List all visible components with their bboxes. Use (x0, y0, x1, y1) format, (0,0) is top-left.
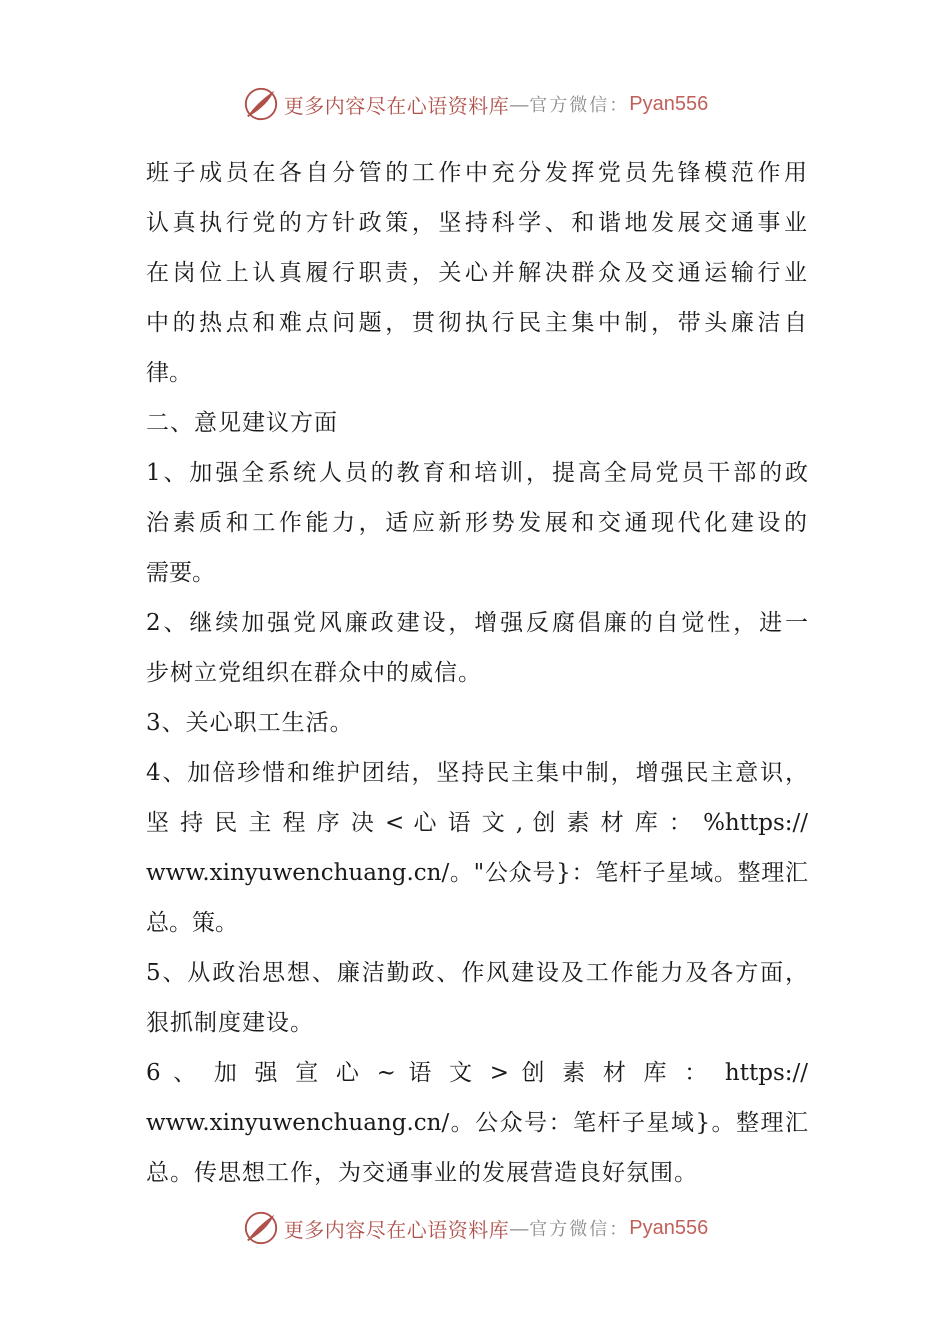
text-line: 坚 持 民 主 程 序 决 < 心 语 文 , 创 素 材 库 ： %https:// (146, 810, 808, 836)
text-line: 狠抓制度建设。 (146, 1010, 314, 1036)
text-line: 总。传思想工作，为交通事业的发展营造良好氛围。 (146, 1160, 698, 1186)
quill-logo-icon (242, 1209, 280, 1247)
text-line: 班子成员在各自分管的工作中充分发挥党员先锋模范作用 (146, 160, 808, 186)
header-wechat-label: 官方微信： (529, 95, 630, 116)
footer-separator: — (509, 1216, 530, 1240)
text-line: www.xinyuwenchuang.cn/。"公众号}：笔杆子星域。整理汇 (146, 860, 808, 886)
text-line: 需要。 (146, 560, 215, 586)
text-line: 6 、 加 强 宣 心 ~ 语 文 > 创 素 材 库 ： https:// (146, 1060, 808, 1086)
footer-banner (0, 1208, 950, 1248)
document-body (146, 148, 808, 1198)
header-brand-text: 更多内容尽在心语资料库 (283, 93, 510, 118)
text-line: www.xinyuwenchuang.cn/。公众号：笔杆子星域}。整理汇 (146, 1110, 808, 1136)
text-line: 步树立党组织在群众中的威信。 (146, 660, 482, 686)
text-line: 律。 (146, 360, 192, 386)
text-line: 5、从政治思想、廉洁勤政、作风建设及工作能力及各方面， (146, 960, 808, 986)
text-line: 在岗位上认真履行职责，关心并解决群众及交通运输行业 (146, 260, 808, 286)
text-line: 4、加倍珍惜和维护团结，坚持民主集中制，增强民主意识， (146, 760, 808, 786)
text-line: 认真执行党的方针政策，坚持科学、和谐地发展交通事业 (146, 210, 808, 236)
text-line: 2、继续加强党风廉政建设，增强反腐倡廉的自觉性，进一 (146, 610, 808, 636)
text-line: 中的热点和难点问题，贯彻执行民主集中制，带头廉洁自 (146, 310, 808, 336)
footer-brand-text: 更多内容尽在心语资料库 (283, 1217, 510, 1242)
footer-wechat-label: 官方微信： (529, 1219, 630, 1240)
header-separator: — (509, 92, 530, 116)
section-heading: 二、意见建议方面 (146, 410, 338, 436)
text-line: 1、加强全系统人员的教育和培训，提高全局党员干部的政 (146, 460, 808, 486)
quill-logo-icon (242, 85, 280, 123)
text-line: 3、关心职工生活。 (146, 710, 354, 736)
text-line: 总。策。 (146, 910, 238, 936)
header-wechat-id: Pyan556 (629, 92, 709, 115)
text-line: 治素质和工作能力，适应新形势发展和交通现代化建设的 (146, 510, 808, 536)
header-banner (0, 84, 950, 124)
footer-wechat-id: Pyan556 (629, 1216, 709, 1239)
